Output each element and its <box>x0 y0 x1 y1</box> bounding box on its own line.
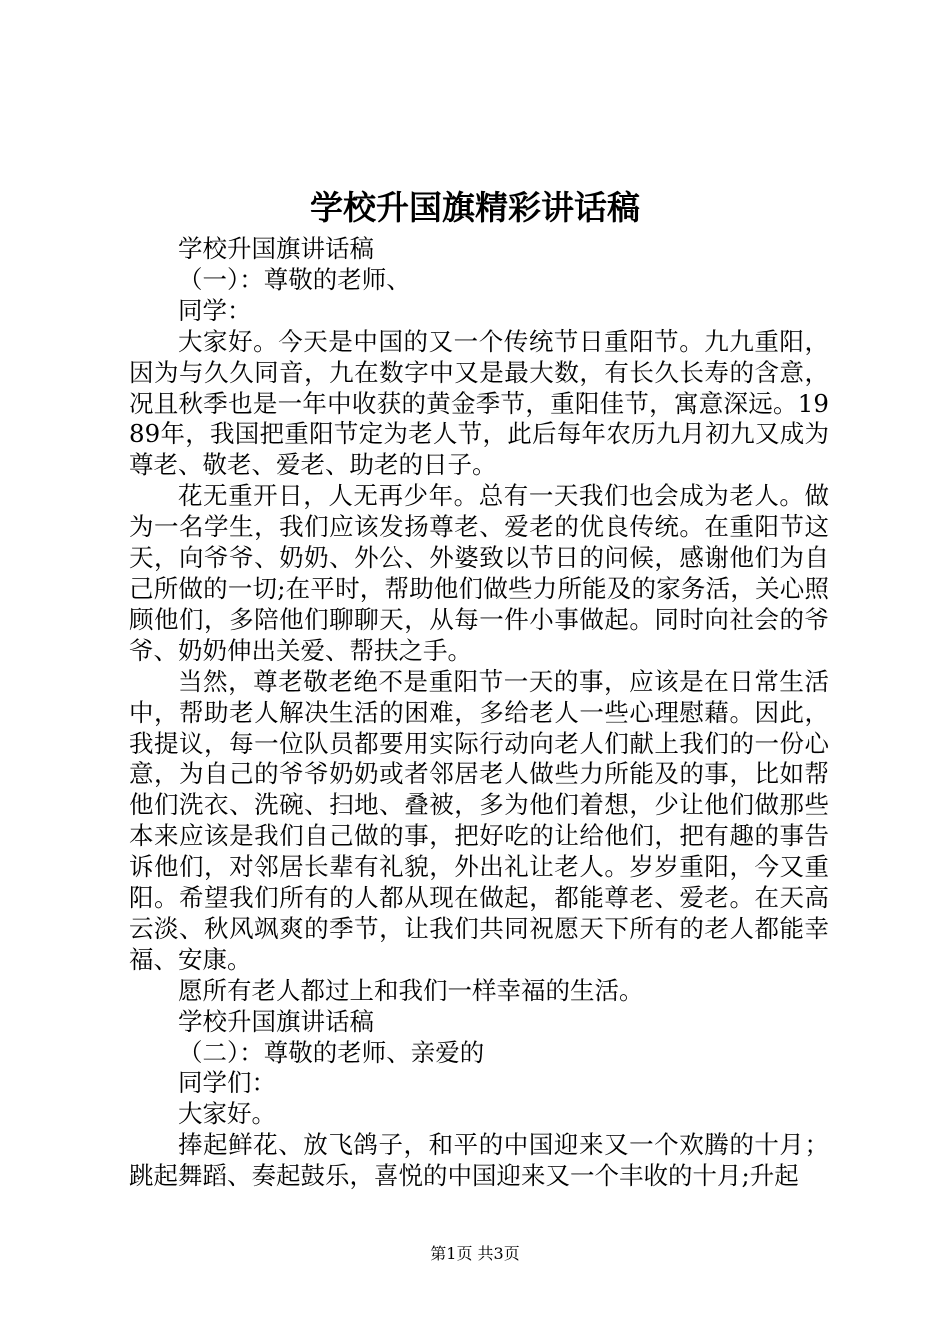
paragraph: 当然，尊老敬老绝不是重阳节一天的事，应该是在日常生活中，帮助老人解决生活的困难，多给老人一些心理慰藉。因此，我提议，每一位队员都要用实际行动向老人们献上我们的一份心意，为自己的爷爷奶奶或者邻居老人做些力所能及的事，比如帮他们洗衣、洗碗、扫地、叠被，多为他们着想，少让他们做那些本来应该是我们自己做的事，把好吃的让给他们，把有趣的事告诉他们，对邻居长辈有礼貌，外出礼让老人。岁岁重阳，今又重阳。希望我们所有的人都从现在做起，都能尊老、爱老。在天高云淡、秋风飒爽的季节，让我们共同祝愿天下所有的老人都能幸福、安康。 <box>129 666 829 974</box>
paragraph: 花无重开日，人无再少年。总有一天我们也会成为老人。做为一名学生，我们应该发扬尊老、爱老的优良传统。在重阳节这天，向爷爷、奶奶、外公、外婆致以节日的问候，感谢他们为自己所做的一切;在平时，帮助他们做些力所能及的家务活，关心照顾他们，多陪他们聊聊天，从每一件小事做起。同时向社会的爷爷、奶奶伸出关爱、帮扶之手。 <box>129 481 829 665</box>
paragraph: 学校升国旗讲话稿 <box>178 1006 374 1036</box>
paragraph: 同学们： <box>178 1068 276 1098</box>
document-body <box>129 234 829 1192</box>
paragraph: （二）：尊敬的老师、亲爱的 <box>178 1037 485 1067</box>
paragraph: 大家好。 <box>178 1099 276 1129</box>
paragraph: 同学： <box>178 295 252 325</box>
page-footer: 第1页 共3页 <box>430 1244 520 1263</box>
paragraph: （一）：尊敬的老师、 <box>178 264 411 294</box>
paragraph: 学校升国旗讲话稿 <box>178 234 374 263</box>
paragraph: 捧起鲜花、放飞鸽子，和平的中国迎来又一个欢腾的十月；跳起舞蹈、奏起鼓乐，喜悦的中国迎来又一个丰收的十月;升起 <box>129 1130 829 1191</box>
document-title: 学校升国旗精彩讲话稿 <box>310 188 640 227</box>
paragraph: 愿所有老人都过上和我们一样幸福的生活。 <box>178 975 644 1005</box>
paragraph: 大家好。今天是中国的又一个传统节日重阳节。九九重阳，因为与久久同音，九在数字中又是最大数，有长久长寿的含意，况且秋季也是一年中收获的黄金季节，重阳佳节，寓意深远。1989年，我国把重阳节定为老人节，此后每年农历九月初九又成为尊老、敬老、爱老、助老的日子。 <box>129 326 829 480</box>
